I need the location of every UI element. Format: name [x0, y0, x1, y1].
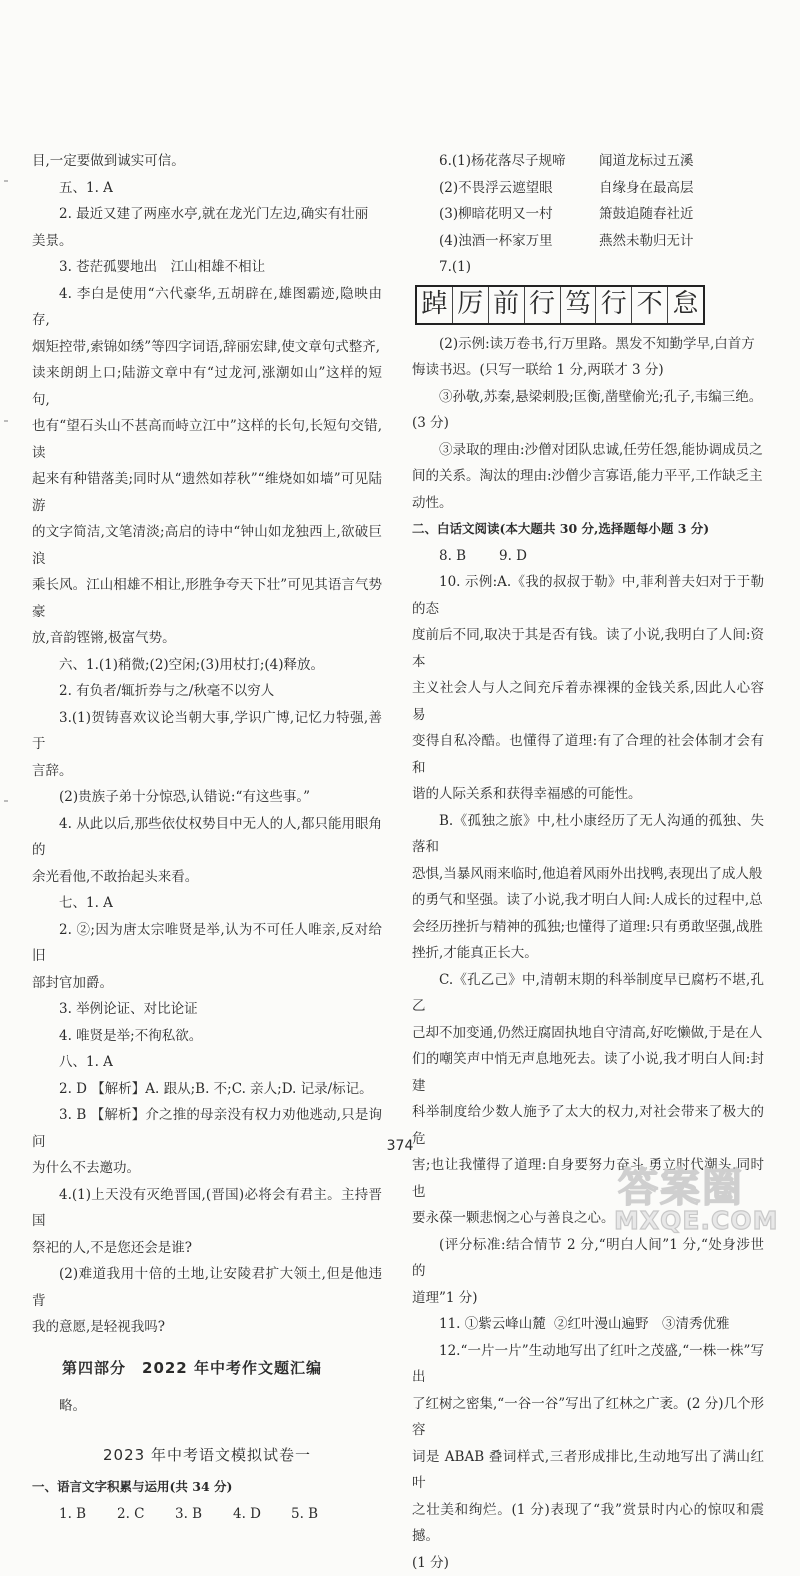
- text-line: 2. 有负者/辄折券与之/秋毫不以穷人: [32, 678, 382, 705]
- text-line: 放,音韵铿锵,极富气势。: [32, 625, 382, 652]
- left-column: [32, 148, 382, 1527]
- text-line: 7.(1): [412, 254, 764, 281]
- mc-answer: 2. C: [90, 1501, 148, 1528]
- text-line: 起来有种错落美;同时从“遗然如荐秋”“维烧如如墙”可见陆游: [32, 466, 382, 519]
- text-line: 言辞。: [32, 758, 382, 785]
- text-line: 谐的人际关系和获得幸福感的可能性。: [412, 781, 764, 808]
- text-line: 了红树之密集,“一谷一谷”写出了红林之广袤。(2 分)几个形容: [412, 1391, 764, 1444]
- right-column: [412, 148, 764, 1576]
- grid-cell: 怠: [668, 287, 703, 323]
- text-line: (2)难道我用十倍的土地,让安陵君扩大领土,但是他违背: [32, 1261, 382, 1314]
- answer-part: 11. ①紫云峰山麓: [412, 1311, 527, 1338]
- mc-answer: 5. B: [264, 1501, 322, 1528]
- text-line: 4. 唯贤是举;不徇私欲。: [32, 1023, 382, 1050]
- text-line: 悔读书迟。(只写一联给 1 分,两联才 3 分): [412, 357, 764, 384]
- poem-line: [412, 201, 764, 228]
- text-line: 词是 ABAB 叠词样式,三者形成排比,生动地写出了满山红叶: [412, 1444, 764, 1497]
- calligraphy-grid: [415, 285, 705, 325]
- grid-cell: 行: [525, 287, 561, 323]
- text-line: 之壮美和绚烂。(1 分)表现了“我”赏景时内心的惊叹和震撼。: [412, 1497, 764, 1550]
- text-line: 也有“望石头山不甚高而峙立江中”这样的长句,长短句交错,读: [32, 413, 382, 466]
- text-line: 动性。: [412, 490, 764, 517]
- text-line: 12.“一片一片”生动地写出了红叶之茂盛,“一株一株”写出: [412, 1338, 764, 1391]
- exam-title: 2023 年中考语文模拟试卷一: [32, 1442, 382, 1469]
- text-line: 目,一定要做到诚实可信。: [32, 148, 382, 175]
- mc-answer: 8. B: [412, 543, 472, 570]
- poem-part: (4)浊酒一杯家万里: [412, 228, 572, 255]
- poem-part: 6.(1)杨花落尽子规啼: [412, 148, 572, 175]
- text-line: (2)示例:读万卷书,行万里路。黑发不知勤学早,白首方: [412, 331, 764, 358]
- grid-cell: 前: [489, 287, 525, 323]
- mc-answers-row: [32, 1501, 382, 1528]
- text-line: 烟矩控带,索锦如绣”等四字词语,辞丽宏肆,使文章句式整齐,: [32, 334, 382, 361]
- poem-part: (3)柳暗花明又一村: [412, 201, 572, 228]
- mc-answers-row: [412, 543, 764, 570]
- text-line: 略。: [32, 1393, 382, 1420]
- text-line: 我的意愿,是轻视我吗?: [32, 1314, 382, 1341]
- text-line: 道理”1 分): [412, 1285, 764, 1312]
- section-heading: 二、白话文阅读(本大题共 30 分,选择题每小题 3 分): [412, 516, 764, 543]
- watermark-logo: [612, 1148, 788, 1244]
- text-line: ③孙敬,苏秦,悬梁刺股;匡衡,凿壁偷光;孔子,韦编三绝。: [412, 384, 764, 411]
- text-line: 2. 最近又建了两座水亭,就在龙光门左边,确实有壮丽: [32, 201, 382, 228]
- grid-cell: 厉: [453, 287, 489, 323]
- answer-row-11: [412, 1311, 764, 1338]
- watermark-text: 答案圈: [618, 1156, 744, 1213]
- text-line: 恐惧,当暴风雨来临时,他追着风雨外出找鸭,表现出了成人般: [412, 861, 764, 888]
- text-line: (评分标准:结合情节 2 分,“明白人间”1 分,“处身涉世的: [412, 1232, 764, 1285]
- text-line: 的文字简洁,文笔清淡;高启的诗中“钟山如龙独西上,欲破巨浪: [32, 519, 382, 572]
- text-line: 挫折,才能真正长大。: [412, 940, 764, 967]
- text-line: B.《孤独之旅》中,杜小康经历了无人沟通的孤独、失落和: [412, 808, 764, 861]
- text-line: 的勇气和坚强。读了小说,我才明白人间:人成长的过程中,总: [412, 887, 764, 914]
- poem-part: (2)不畏浮云遮望眼: [412, 175, 572, 202]
- poem-line: [412, 148, 764, 175]
- grid-cell: 行: [596, 287, 632, 323]
- text-line: 美景。: [32, 228, 382, 255]
- text-line: 间的关系。淘汰的理由:沙僧少言寡语,能力平平,工作缺乏主: [412, 463, 764, 490]
- answer-part: ②红叶漫山遍野: [527, 1311, 635, 1338]
- grid-cell: 笃: [561, 287, 597, 323]
- answer-section-8: 八、1. A: [32, 1049, 382, 1076]
- text-line: 科举制度给少数人施予了太大的权力,对社会带来了极大的危: [412, 1099, 764, 1152]
- text-line: 3.(1)贺铸喜欢议论当朝大事,学识广博,记忆力特强,善于: [32, 705, 382, 758]
- text-line: (2)贵族子弟十分惊恐,认错说:“有这些事。”: [32, 784, 382, 811]
- mc-answer: 4. D: [206, 1501, 264, 1528]
- calligraphy-grid-wrap: [412, 285, 764, 325]
- grid-cell: 不: [632, 287, 668, 323]
- text-line: 4. 李白是使用“六代豪华,五胡辟在,雄图霸迹,隐映由存,: [32, 281, 382, 334]
- text-line: 为什么不去邀功。: [32, 1155, 382, 1182]
- text-line: 读来朗朗上口;陆游文章中有“过龙河,涨潮如山”这样的短句,: [32, 360, 382, 413]
- text-line: 己却不加变通,仍然迂腐固执地自守清高,好吃懒做,于是在人: [412, 1020, 764, 1047]
- grid-cell: 踔: [417, 287, 453, 323]
- text-line: 乘长风。江山相雄不相让,形胜争夸天下壮”可见其语言气势豪: [32, 572, 382, 625]
- poem-part: 闻道龙标过五溪: [572, 148, 694, 175]
- answer-section-6: 六、1.(1)稍微;(2)空闲;(3)用杖打;(4)释放。: [32, 652, 382, 679]
- part-four-heading: 第四部分 2022 年中考作文题汇编: [62, 1355, 382, 1382]
- text-line: 部封官加爵。: [32, 970, 382, 997]
- poem-line: [412, 228, 764, 255]
- text-line: 3. 举例论证、对比论证: [32, 996, 382, 1023]
- mc-answer: 3. B: [148, 1501, 206, 1528]
- text-line: 2. D 【解析】A. 跟从;B. 不;C. 亲人;D. 记录/标记。: [32, 1076, 382, 1103]
- watermark-url: MXQE.COM: [614, 1206, 778, 1235]
- mc-answer: 9. D: [472, 543, 527, 570]
- text-line: 2. ②;因为唐太宗唯贤是举,认为不可任人唯亲,反对给旧: [32, 917, 382, 970]
- text-line: 度前后不同,取决于其是否有钱。读了小说,我明白了人间:资本: [412, 622, 764, 675]
- text-line: 3. 苍茫孤婴地出 江山相雄不相让: [32, 254, 382, 281]
- text-line: 余光看他,不敢抬起头来看。: [32, 864, 382, 891]
- text-line: 会经历挫折与精神的孤独;也懂得了道理:只有勇敢坚强,战胜: [412, 914, 764, 941]
- text-line: 10. 示例:A.《我的叔叔于勒》中,菲利普夫妇对于于勒的态: [412, 569, 764, 622]
- answer-section-5: 五、1. A: [32, 175, 382, 202]
- text-line: ③录取的理由:沙僧对团队忠诚,任劳任怨,能协调成员之: [412, 437, 764, 464]
- section-heading: 一、语言文字积累与运用(共 34 分): [32, 1474, 382, 1501]
- text-line: 们的嘲笑声中悄无声息地死去。读了小说,我才明白人间:封建: [412, 1046, 764, 1099]
- text-line: (3 分): [412, 410, 764, 437]
- text-line: 害;也让我懂得了道理:自身要努力奋斗,勇立时代潮头,同时也: [412, 1152, 764, 1205]
- poem-part: 自缘身在最高层: [572, 175, 694, 202]
- text-line: C.《孔乙己》中,清朝末期的科举制度早已腐朽不堪,孔乙: [412, 967, 764, 1020]
- page-number: 374: [0, 1138, 800, 1154]
- text-line: 4. 从此以后,那些依仗权势目中无人的人,都只能用眼角的: [32, 811, 382, 864]
- text-line: 祭祀的人,不是您还会是谁?: [32, 1235, 382, 1262]
- answer-section-7: 七、1. A: [32, 890, 382, 917]
- text-line: 3. B 【解析】介之推的母亲没有权力劝他逃动,只是询问: [32, 1102, 382, 1155]
- text-line: 要永葆一颗悲悯之心与善良之心。: [412, 1205, 764, 1232]
- text-line: 4.(1)上天没有灭绝晋国,(晋国)必将会有君主。主持晋国: [32, 1182, 382, 1235]
- answer-part: ③清秀优雅: [635, 1311, 730, 1338]
- text-line: 主义社会人与人之间充斥着赤裸裸的金钱关系,因此人心容易: [412, 675, 764, 728]
- text-line: (1 分): [412, 1550, 764, 1576]
- poem-line: [412, 175, 764, 202]
- mc-answer: 1. B: [32, 1501, 90, 1528]
- text-line: 变得自私冷酷。也懂得了道理:有了合理的社会体制才会有和: [412, 728, 764, 781]
- poem-part: 箫鼓追随春社近: [572, 201, 694, 228]
- poem-part: 燕然未勒归无计: [572, 228, 694, 255]
